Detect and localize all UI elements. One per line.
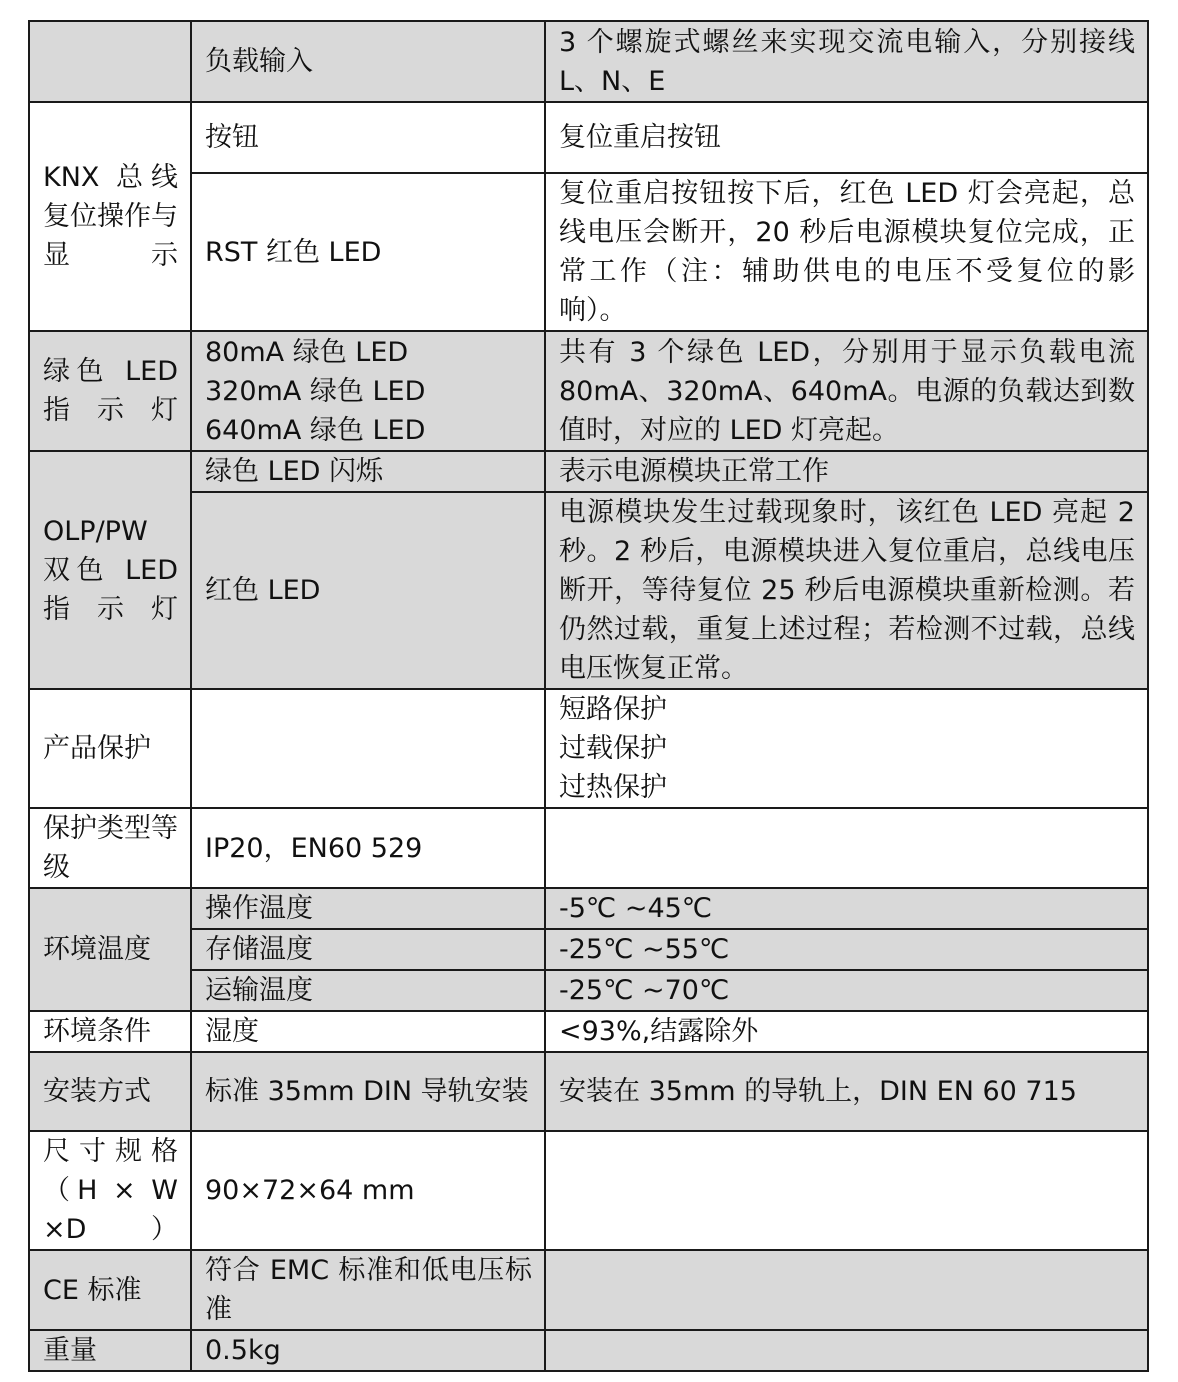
cell-button-label: 按钮 — [191, 102, 545, 173]
row-install — [29, 1052, 1148, 1131]
cell-dimensions-label — [29, 1131, 191, 1250]
green-led-320ma: 320mA 绿色 LED — [205, 375, 426, 407]
dimensions-label-text: 尺寸规格（H × W ×D） — [43, 1136, 178, 1245]
cell-red-led-label: 红色 LED — [191, 492, 545, 689]
protection-overheat: 过热保护 — [559, 772, 667, 803]
cell-green-led-levels — [191, 331, 545, 451]
row-dimensions — [29, 1131, 1148, 1250]
row-ce — [29, 1250, 1148, 1330]
row-ip-class — [29, 808, 1148, 888]
row-temp-transport — [29, 970, 1148, 1011]
cell-install-desc: 安装在 35mm 的导轨上，DIN EN 60 715 — [545, 1052, 1148, 1131]
cell-empty — [29, 21, 191, 102]
row-weight — [29, 1330, 1148, 1371]
cell-rst-label: RST 红色 LED — [191, 173, 545, 331]
cell-environment-label: 环境条件 — [29, 1011, 191, 1052]
cell-protection-empty — [191, 689, 545, 808]
cell-load-input-label: 负载输入 — [191, 21, 545, 102]
cell-ip-class-empty — [545, 808, 1148, 888]
protection-short-circuit: 短路保护 — [559, 694, 667, 725]
cell-humidity-value: <93%,结露除外 — [545, 1011, 1148, 1052]
row-temp-storage — [29, 929, 1148, 970]
cell-temp-storage-label: 存储温度 — [191, 929, 545, 970]
cell-weight-label: 重量 — [29, 1330, 191, 1371]
cell-olp-label — [29, 451, 191, 689]
cell-ip-class-label — [29, 808, 191, 888]
cell-humidity-label: 湿度 — [191, 1011, 545, 1052]
cell-temp-operate-label: 操作温度 — [191, 888, 545, 929]
row-green-led — [29, 331, 1148, 451]
cell-ce-value: 符合 EMC 标准和低电压标准 — [191, 1250, 545, 1330]
row-knx-button — [29, 102, 1148, 173]
row-olp-green-flash — [29, 451, 1148, 492]
cell-knx-label — [29, 102, 191, 331]
cell-button-desc: 复位重启按钮 — [545, 102, 1148, 173]
cell-green-flash-label: 绿色 LED 闪烁 — [191, 451, 545, 492]
cell-dimensions-empty — [545, 1131, 1148, 1250]
cell-ce-empty — [545, 1250, 1148, 1330]
row-load-input — [29, 21, 1148, 102]
cell-temp-storage-value: -25℃ ~55℃ — [545, 929, 1148, 970]
cell-green-led-desc: 共有 3 个绿色 LED，分别用于显示负载电流 80mA、320mA、640mA。电源的负载达到数值时，对应的 LED 灯亮起。 — [545, 331, 1148, 451]
olp-label-text: OLP/PW 双色 LED 指示灯 — [43, 515, 178, 625]
spec-table — [28, 20, 1149, 1372]
cell-install-method: 标准 35mm DIN 导轨安装 — [191, 1052, 545, 1131]
cell-install-label: 安装方式 — [29, 1052, 191, 1131]
cell-temp-transport-value: -25℃ ~70℃ — [545, 970, 1148, 1011]
cell-red-led-desc: 电源模块发生过载现象时，该红色 LED 亮起 2 秒。2 秒后，电源模块进入复位重启，总线电压断开，等待复位 25 秒后电源模块重新检测。若仍然过载，重复上述过程；若检测不过载，总线电压恢复正常。 — [545, 492, 1148, 689]
cell-ip-class-value: IP20，EN60 529 — [191, 808, 545, 888]
cell-temp-transport-label: 运输温度 — [191, 970, 545, 1011]
knx-label-text: KNX 总线复位操作与显示 — [43, 162, 178, 271]
cell-rst-desc: 复位重启按钮按下后，红色 LED 灯会亮起，总线电压会断开，20 秒后电源模块复位完成，正常工作（注：辅助供电的电压不受复位的影响）。 — [545, 173, 1148, 331]
cell-ce-label: CE 标准 — [29, 1250, 191, 1330]
green-led-label-text: 绿色 LED 指示灯 — [43, 356, 178, 426]
cell-protection-list — [545, 689, 1148, 808]
cell-protection-label: 产品保护 — [29, 689, 191, 808]
row-temp-operate — [29, 888, 1148, 929]
cell-temp-operate-value: -5℃ ~45℃ — [545, 888, 1148, 929]
cell-weight-empty — [545, 1330, 1148, 1371]
ip-class-label-text: 保护类型等级 — [43, 813, 178, 883]
cell-load-input-desc: 3 个螺旋式螺丝来实现交流电输入，分别接线 L、N、E — [545, 21, 1148, 102]
row-olp-red — [29, 492, 1148, 689]
row-knx-rst — [29, 173, 1148, 331]
cell-green-led-label — [29, 331, 191, 451]
cell-weight-value: 0.5kg — [191, 1330, 545, 1371]
cell-dimensions-value: 90×72×64 mm — [191, 1131, 545, 1250]
cell-temperature-label: 环境温度 — [29, 888, 191, 1011]
row-environment — [29, 1011, 1148, 1052]
protection-overload: 过载保护 — [559, 733, 667, 764]
green-led-640ma: 640mA 绿色 LED — [205, 414, 426, 446]
green-led-80ma: 80mA 绿色 LED — [205, 336, 409, 368]
cell-green-flash-desc: 表示电源模块正常工作 — [545, 451, 1148, 492]
row-protection — [29, 689, 1148, 808]
